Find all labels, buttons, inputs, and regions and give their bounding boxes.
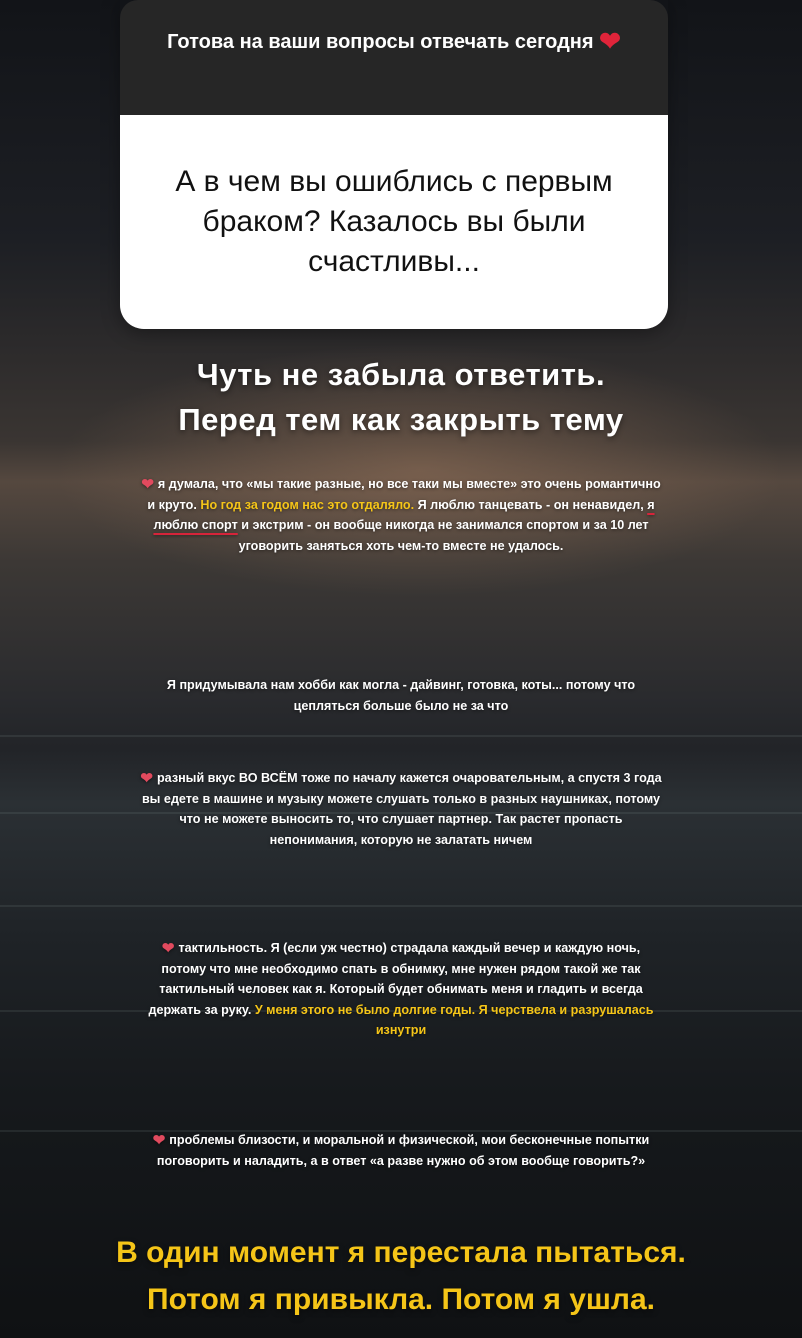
final-statement — [10, 1229, 792, 1323]
paragraph-2 — [140, 675, 662, 716]
question-prompt — [160, 28, 628, 56]
question-text: А в чем вы ошиблись с первым браком? Казалось вы были счастливы... — [175, 165, 613, 278]
heart-icon: ❤ — [161, 940, 175, 957]
paragraph-1-underlined: я люблю спорт — [153, 497, 655, 532]
paragraph-1-text-c: Я люблю танцевать - он ненавидел, — [417, 497, 644, 512]
paragraph-3 — [140, 768, 662, 850]
paragraph-4 — [140, 938, 662, 1041]
paragraph-5-text: проблемы близости, и моральной и физической, мои бесконечные попытки поговорить и наладить, а в ответ «а разве нужно об этом вообще говорить?» — [156, 1133, 650, 1168]
question-sticker-body — [120, 115, 668, 329]
paragraph-4-highlight: У меня этого не было долгие годы. Я черствела и разрушалась изнутри — [254, 1002, 654, 1037]
sea-line — [0, 905, 802, 907]
paragraph-3-text: разный вкус ВО ВСЁМ тоже по началу кажется очаровательным, а спустя 3 года вы едете в машине и музыку можете слушать только в разных наушниках, потому что не можете выносить то, что слушает партнер. Так растет пропасть непонимания, которую не залатать ничем — [141, 771, 662, 847]
heart-icon: ❤ — [141, 476, 154, 493]
headline-line-2: Перед тем как закрыть тему — [178, 402, 624, 437]
final-line-2: Потом я привыкла. Потом я ушла. — [147, 1283, 655, 1316]
paragraph-5 — [140, 1130, 662, 1171]
paragraph-1-highlight: Но год за годом нас это отдаляло. — [200, 497, 415, 512]
sea-line — [0, 735, 802, 737]
heart-icon: ❤ — [152, 1132, 166, 1149]
paragraph-1-text-a: я думала, что «мы такие разные, но все таки мы вместе» это очень романтично и круто. — [147, 477, 661, 512]
paragraph-2-text: Я придумывала нам хобби как могла - дайвинг, готовка, коты... потому что цепляться больше было не за что — [166, 678, 636, 713]
question-sticker[interactable] — [120, 0, 668, 329]
final-line-1: В один момент я перестала пытаться. — [116, 1236, 686, 1269]
headline-line-1: Чуть не забыла ответить. — [196, 357, 606, 392]
paragraph-4-text-a: тактильность. Я (если уж честно) страдала каждый вечер и каждую ночь, потому что мне необходимо спать в обнимку, мне нужен рядом такой же так тактильный человек как я. Который будет обнимать меня и гладить и всегда держать за руку. — [148, 941, 643, 1017]
headline — [20, 352, 782, 442]
heart-icon: ❤ — [599, 26, 621, 56]
paragraph-1-text-e: и экстрим - он вообще никогда не занимался спортом и за 10 лет уговорить заняться хоть чем-то вместе не удалось. — [238, 518, 649, 553]
question-prompt-text: Готова на ваши вопросы отвечать сегодня — [167, 31, 594, 53]
heart-icon: ❤ — [140, 770, 153, 787]
question-sticker-header — [120, 0, 668, 115]
paragraph-1 — [140, 474, 662, 556]
